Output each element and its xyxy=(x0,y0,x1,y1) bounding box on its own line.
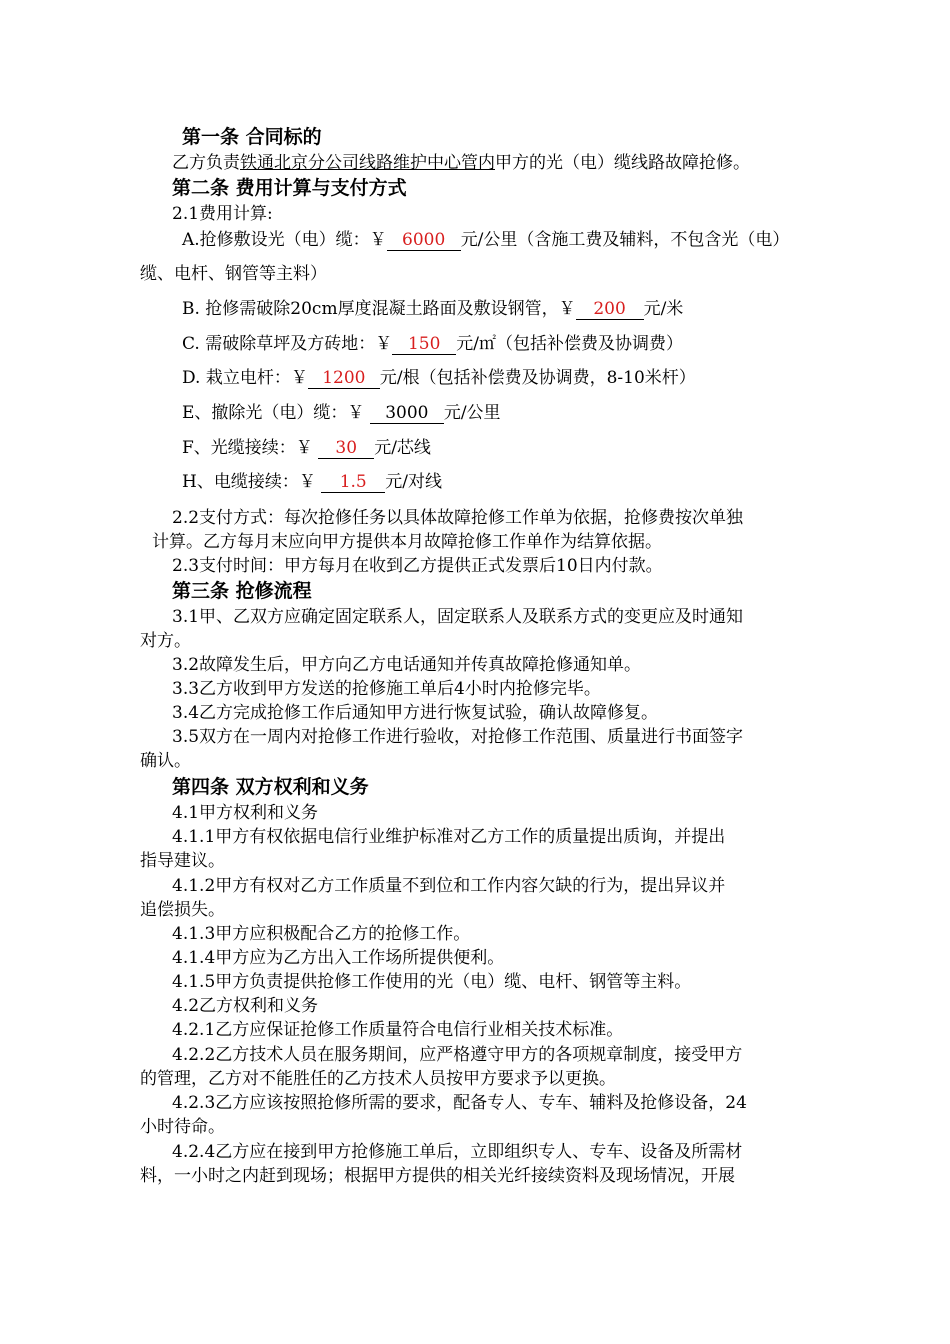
fee-item-c xyxy=(182,332,683,356)
label: 元/芯线 xyxy=(374,438,431,458)
fee-item-h xyxy=(182,470,442,494)
item-4-1-4: 4.1.4甲方应为乙方出入工作场所提供便利。 xyxy=(172,948,505,968)
item-4-2-2-line2: 的管理，乙方对不能胜任的乙方技术人员按甲方要求予以更换。 xyxy=(140,1069,616,1089)
item-2-3: 2.3支付时间：甲方每月在收到乙方提供正式发票后10日内付款。 xyxy=(172,556,663,576)
section-heading-1: 第一条 合同标的 xyxy=(182,126,322,148)
item-2-2-line1: 2.2支付方式：每次抢修任务以具体故障抢修工作单为依据，抢修费按次单独 xyxy=(172,508,744,528)
fee-value-h: 1.5 xyxy=(321,472,385,493)
fee-item-e xyxy=(182,401,501,425)
label: C. 需破除草坪及方砖地：￥ xyxy=(182,334,393,354)
label: D. 栽立电杆：￥ xyxy=(182,368,308,388)
item-4-1-2-line1: 4.1.2甲方有权对乙方工作质量不到位和工作内容欠缺的行为，提出异议并 xyxy=(172,876,726,896)
item-2-2-line2: 计算。乙方每月末应向甲方提供本月故障抢修工作单作为结算依据。 xyxy=(152,532,662,552)
fee-value-c: 150 xyxy=(392,334,456,355)
label: 元/㎡（包括补偿费及协调费） xyxy=(456,334,683,354)
item-4-2-4-line1: 4.2.4乙方应在接到甲方抢修施工单后，立即组织专人、专车、设备及所需材 xyxy=(172,1142,743,1162)
fee-value-b: 200 xyxy=(576,299,644,320)
item-3-1-line2: 对方。 xyxy=(140,631,191,651)
label: H、电缆接续：￥ xyxy=(182,472,322,492)
item-4-2-1: 4.2.1乙方应保证抢修工作质量符合电信行业相关技术标准。 xyxy=(172,1020,624,1040)
underlined-text: 铁通北京分公司线路维护中心管内 xyxy=(240,153,495,173)
label: B. 抢修需破除20cm厚度混凝土路面及敷设钢管，￥ xyxy=(182,299,576,319)
section-heading-2: 第二条 费用计算与支付方式 xyxy=(172,177,407,199)
item-3-4: 3.4乙方完成抢修工作后通知甲方进行恢复试验，确认故障修复。 xyxy=(172,703,659,723)
item-4-1-1-line2: 指导建议。 xyxy=(140,851,225,871)
fee-value-f: 30 xyxy=(318,438,374,459)
item-2-1: 2.1费用计算: xyxy=(172,204,273,224)
label: 元/公里 xyxy=(443,403,501,423)
item-4-2-2-line1: 4.2.2乙方技术人员在服务期间，应严格遵守甲方的各项规章制度，接受甲方 xyxy=(172,1045,743,1065)
item-3-5-line1: 3.5双方在一周内对抢修工作进行验收，对抢修工作范围、质量进行书面签字 xyxy=(172,727,744,747)
item-3-2: 3.2故障发生后，甲方向乙方电话通知并传真故障抢修通知单。 xyxy=(172,655,642,675)
fee-value-a: 6000 xyxy=(387,230,461,251)
label: 元/米 xyxy=(643,299,684,319)
text: 甲方的光（电）缆线路故障抢修。 xyxy=(495,153,750,173)
label: F、光缆接续：￥ xyxy=(182,438,319,458)
label: 元/对线 xyxy=(385,472,442,492)
fee-item-d xyxy=(182,366,696,390)
fee-item-b xyxy=(182,297,683,321)
item-4-2-3-line1: 4.2.3乙方应该按照抢修所需的要求，配备专人、专车、辅料及抢修设备，24 xyxy=(172,1093,747,1113)
item-3-5-line2: 确认。 xyxy=(140,751,191,771)
item-3-3: 3.3乙方收到甲方发送的抢修施工单后4小时内抢修完毕。 xyxy=(172,679,601,699)
fee-item-f xyxy=(182,436,431,460)
paragraph-1 xyxy=(172,151,750,175)
item-4-2: 4.2乙方权利和义务 xyxy=(172,996,319,1016)
fee-value-d: 1200 xyxy=(308,368,380,389)
item-4-1: 4.1甲方权利和义务 xyxy=(172,803,319,823)
item-4-1-3: 4.1.3甲方应积极配合乙方的抢修工作。 xyxy=(172,924,471,944)
fee-value-e: 3000 xyxy=(370,403,444,424)
text: 乙方负责 xyxy=(172,153,240,173)
item-4-2-3-line2: 小时待命。 xyxy=(140,1117,225,1137)
item-4-1-2-line2: 追偿损失。 xyxy=(140,900,225,920)
label: 元/公里（含施工费及辅料，不包含光（电） xyxy=(460,230,790,250)
section-heading-3: 第三条 抢修流程 xyxy=(172,580,312,602)
item-4-2-4-line2: 料，一小时之内赶到现场；根据甲方提供的相关光纤接续资料及现场情况，开展 xyxy=(140,1166,735,1186)
section-heading-4: 第四条 双方权利和义务 xyxy=(172,776,369,798)
fee-item-a xyxy=(182,228,789,252)
label: 元/根（包括补偿费及协调费，8-10米杆） xyxy=(379,368,696,388)
label: A.抢修敷设光（电）缆：￥ xyxy=(182,230,387,250)
label: E、撤除光（电）缆：￥ xyxy=(182,403,370,423)
item-4-1-1-line1: 4.1.1甲方有权依据电信行业维护标准对乙方工作的质量提出质询，并提出 xyxy=(172,827,726,847)
fee-item-a-cont: 缆、电杆、钢管等主料） xyxy=(140,264,327,284)
item-3-1-line1: 3.1甲、乙双方应确定固定联系人，固定联系人及联系方式的变更应及时通知 xyxy=(172,607,744,627)
item-4-1-5: 4.1.5甲方负责提供抢修工作使用的光（电）缆、电杆、钢管等主料。 xyxy=(172,972,692,992)
